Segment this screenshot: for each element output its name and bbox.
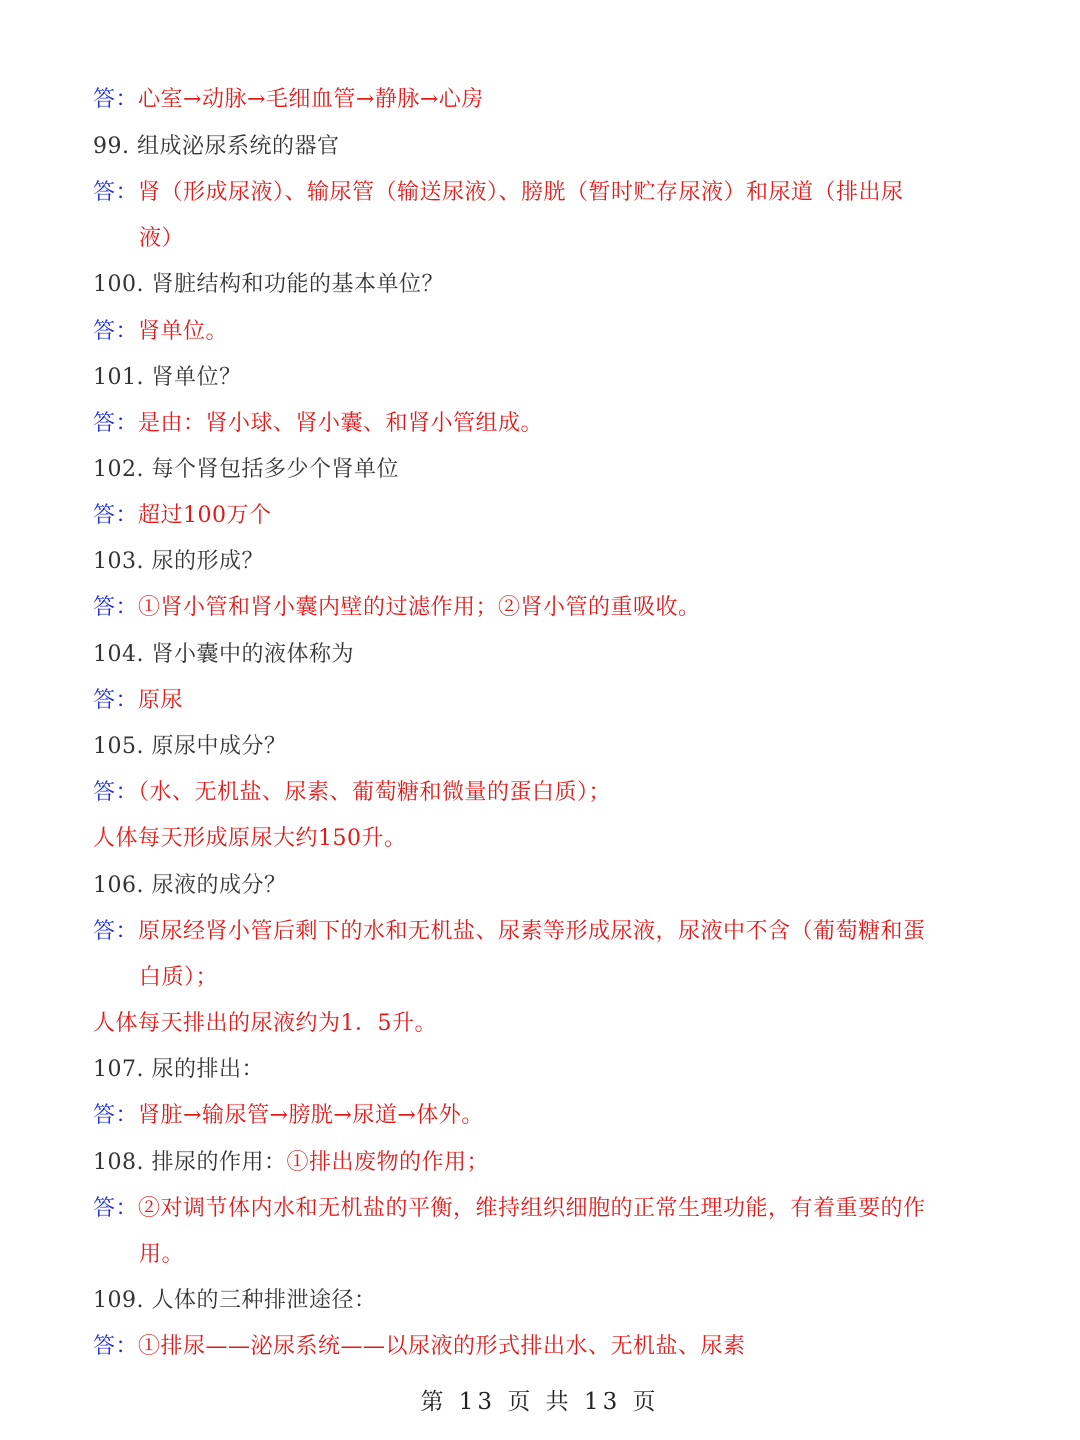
question-line: 102. 每个肾包括多少个肾单位 <box>93 457 399 482</box>
answer-label: 答： <box>93 319 139 344</box>
answer-text: ①排尿——泌尿系统——以尿液的形式排出水、无机盐、尿素 <box>138 1334 746 1359</box>
answer-label: 答： <box>93 595 139 620</box>
answer-line <box>93 1102 484 1130</box>
answer-label: 答： <box>93 688 139 713</box>
question-line: 106. 尿液的成分？ <box>93 873 287 898</box>
answer-text: 原尿 <box>138 688 184 713</box>
answer-label: 答： <box>93 503 139 528</box>
answer-text: ①肾小管和肾小囊内壁的过滤作用；②肾小管的重吸收。 <box>138 595 701 620</box>
answer-continuation: 白质）； <box>139 965 219 990</box>
answer-text: 心室→动脉→毛细血管→静脉→心房 <box>138 87 484 112</box>
question-line: 105. 原尿中成分？ <box>93 734 287 759</box>
answer-line <box>93 86 484 114</box>
answer-line <box>93 502 272 530</box>
answer-line <box>93 779 611 807</box>
page-footer: 第 13 页 共 13 页 <box>420 1389 660 1415</box>
answer-line <box>93 318 228 346</box>
answer-label: 答： <box>93 180 139 205</box>
question-line: 101. 肾单位？ <box>93 365 242 390</box>
question-line: 109. 人体的三种排泄途径： <box>93 1288 377 1313</box>
question-line: 103. 尿的形成？ <box>93 549 264 574</box>
question-line: 99. 组成泌尿系统的器官 <box>93 134 340 159</box>
question-line <box>93 1149 489 1177</box>
question-line: 100. 肾脏结构和功能的基本单位？ <box>93 272 444 297</box>
answer-label: 答： <box>93 1196 139 1221</box>
answer-line <box>93 410 543 438</box>
answer-text: 超过100万个 <box>138 503 272 528</box>
answer-text: （水、无机盐、尿素、葡萄糖和微量的蛋白质）； <box>138 780 612 805</box>
answer-text: 肾单位。 <box>138 319 229 344</box>
answer-text: 肾（形成尿液）、输尿管（输送尿液）、膀胱（暂时贮存尿液）和尿道（排出尿 <box>138 180 904 205</box>
answer-line <box>93 1333 746 1361</box>
answer-continuation: 液） <box>139 226 185 251</box>
answer-text: ②对调节体内水和无机盐的平衡，维持组织细胞的正常生理功能，有着重要的作 <box>138 1196 926 1221</box>
answer-note: 人体每天排出的尿液约为1．5升。 <box>93 1011 437 1036</box>
answer-label: 答： <box>93 87 139 112</box>
answer-line <box>93 1195 926 1223</box>
answer-label: 答： <box>93 780 139 805</box>
answer-text: 原尿经肾小管后剩下的水和无机盐、尿素等形成尿液，尿液中不含（葡萄糖和蛋 <box>138 919 926 944</box>
answer-label: 答： <box>93 411 139 436</box>
question-line: 104. 肾小囊中的液体称为 <box>93 642 354 667</box>
answer-label: 答： <box>93 919 139 944</box>
question-text: 108. 排尿的作用： <box>93 1150 287 1175</box>
answer-line <box>93 179 904 207</box>
answer-line <box>93 687 183 715</box>
answer-text: 是由：肾小球、肾小囊、和肾小管组成。 <box>138 411 544 436</box>
answer-label: 答： <box>93 1334 139 1359</box>
answer-continuation: 用。 <box>139 1242 185 1267</box>
answer-text: 肾脏→输尿管→膀胱→尿道→体外。 <box>138 1103 484 1128</box>
answer-line <box>93 594 701 622</box>
question-line: 107. 尿的排出： <box>93 1057 264 1082</box>
answer-line <box>93 918 926 946</box>
answer-label: 答： <box>93 1103 139 1128</box>
question-inline-answer: ①排出废物的作用； <box>286 1150 489 1175</box>
answer-note: 人体每天形成原尿大约150升。 <box>93 826 407 851</box>
